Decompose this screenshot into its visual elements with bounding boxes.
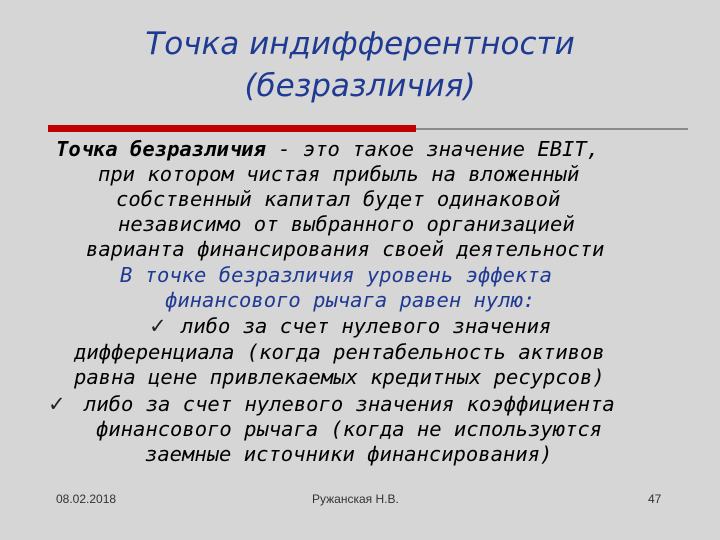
bullet-1-line-2: дифференциала (когда рентабельность активов bbox=[74, 340, 605, 364]
statement-line-1: В точке безразличия уровень эффекта bbox=[120, 263, 552, 287]
bullet-2-line-1: либо за счет нулевого значения коэффициента bbox=[84, 392, 615, 416]
definition-intro: - это такое значение EBIT, bbox=[265, 137, 600, 161]
footer-date: 08.02.2018 bbox=[56, 492, 117, 506]
footer-author: Ружанская Н.В. bbox=[312, 492, 399, 506]
bullet-2-line-2: финансового рычага (когда не используются bbox=[96, 417, 603, 441]
bullet-1-line-1: либо за счет нулевого значения bbox=[181, 314, 552, 338]
slide-title-line-1: Точка индифферентности bbox=[145, 26, 575, 62]
definition-line-4: независимо от выбранного организацией bbox=[118, 212, 575, 236]
bullet-1-line-3: равна цене привлекаемых кредитных ресурсов) bbox=[74, 365, 605, 389]
footer-page-number: 47 bbox=[648, 492, 662, 506]
statement-line-2: финансового рычага равен нулю: bbox=[165, 288, 536, 312]
title-divider-accent bbox=[48, 125, 416, 132]
definition-line-2: при котором чистая прибыль на вложенный bbox=[98, 162, 580, 186]
definition-line-5: варианта финансирования своей деятельности bbox=[86, 237, 605, 261]
checkmark-icon: ✓ bbox=[48, 392, 66, 416]
title-divider-line bbox=[416, 128, 688, 130]
bullet-2-line-3: заемные источники финансирования) bbox=[145, 442, 553, 466]
definition-term: Точка безразличия bbox=[56, 137, 266, 161]
checkmark-icon: ✓ bbox=[149, 314, 167, 338]
definition-line-1 bbox=[56, 137, 716, 161]
definition-line-3: собственный капитал будет одинаковой bbox=[116, 187, 561, 211]
slide-title-line-2: (безразличия) bbox=[244, 68, 476, 104]
